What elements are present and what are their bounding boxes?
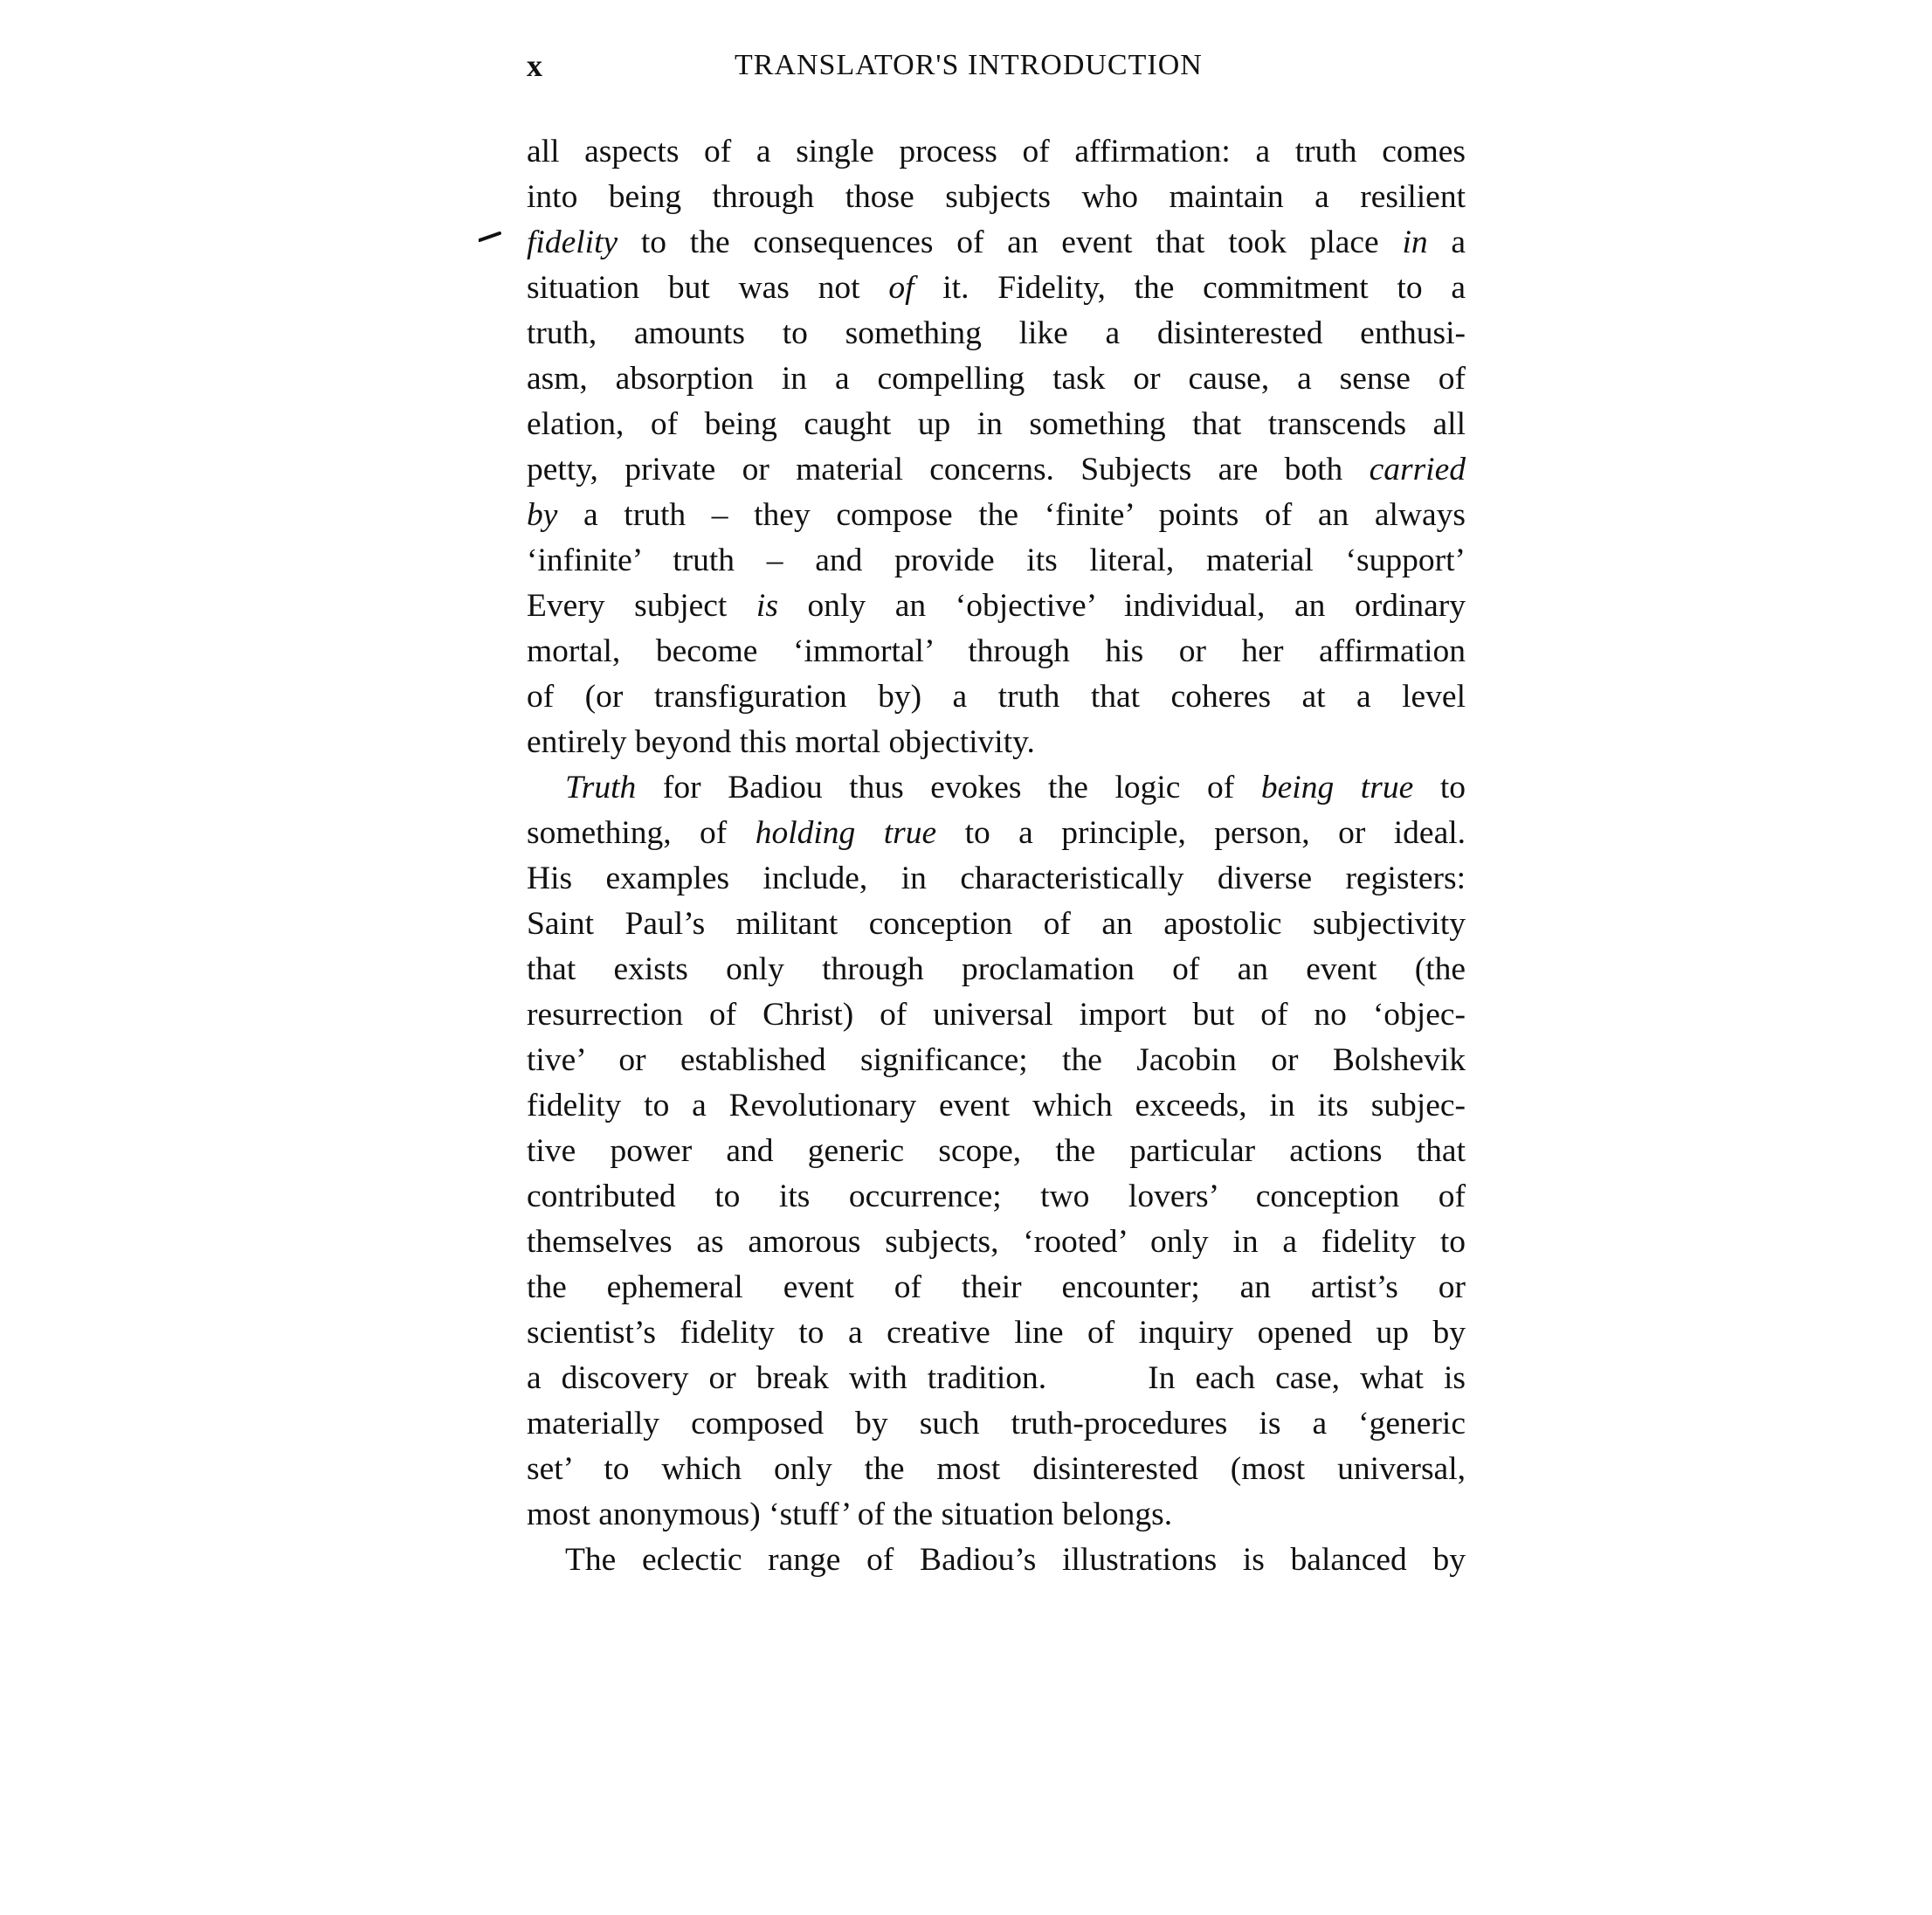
paragraph-2	[527, 765, 1466, 1538]
text-line	[527, 811, 1466, 856]
page-header	[527, 44, 1466, 87]
text-run: to a principle, person, or ideal.	[936, 815, 1466, 851]
italic-text: by	[527, 497, 558, 533]
text-run: ‘infinite’ truth – and provide its literal, material ‘support’	[527, 543, 1466, 578]
text-line	[527, 1174, 1466, 1220]
text-line	[527, 1447, 1466, 1492]
text-run: In each case, what is	[1148, 1360, 1466, 1396]
paragraph-3	[527, 1538, 1466, 1583]
text-run: that exists only through proclamation of an event (the	[527, 951, 1466, 987]
text-line	[527, 129, 1466, 175]
text-run: Every subject	[527, 588, 756, 624]
text-line	[527, 175, 1466, 220]
text-run: truth, amounts to something like a disinterested enthusi-	[527, 315, 1466, 351]
text-run: into being through those subjects who maintain a resilient	[527, 179, 1466, 215]
text-run: a discovery or break with tradition.	[527, 1360, 1047, 1396]
text-run: of (or transfiguration by) a truth that coheres at a level	[527, 679, 1466, 715]
text-line	[527, 720, 1466, 765]
text-line	[527, 220, 1466, 266]
italic-text: fidelity	[527, 225, 618, 260]
text-line	[527, 674, 1466, 720]
text-run: petty, private or material concerns. Subjects are both	[527, 452, 1370, 487]
text-run: The eclectic range of Badiou’s illustrations is balanced by	[565, 1542, 1466, 1578]
text-run: it. Fidelity, the commitment to a	[914, 270, 1466, 306]
text-line	[527, 584, 1466, 629]
text-line	[527, 1038, 1466, 1083]
text-line	[527, 1083, 1466, 1129]
text-line	[527, 629, 1466, 674]
text-run: only an ‘objective’ individual, an ordinary	[777, 588, 1466, 624]
text-line	[527, 992, 1466, 1038]
italic-text: of	[888, 270, 914, 306]
page-number: x	[527, 48, 542, 83]
text-line	[527, 266, 1466, 311]
text-line	[527, 356, 1466, 402]
italic-text: being true	[1260, 770, 1414, 805]
text-run: His examples include, in characteristically diverse registers:	[527, 861, 1466, 896]
text-run: the ephemeral event of their encounter; an artist’s or	[527, 1269, 1466, 1305]
margin-tick-mark	[479, 232, 501, 242]
text-line	[527, 765, 1466, 811]
text-line	[527, 947, 1466, 992]
italic-text: holding true	[755, 815, 937, 851]
text-line	[527, 902, 1466, 947]
text-run: contributed to its occurrence; two lovers’ conception of	[527, 1179, 1466, 1214]
paragraph-1	[527, 129, 1466, 765]
text-line	[527, 1129, 1466, 1174]
body-text	[527, 129, 1466, 1583]
text-run: scientist’s fidelity to a creative line of inquiry opened up by	[527, 1315, 1466, 1351]
text-run: a	[1427, 225, 1466, 260]
text-line	[527, 493, 1466, 538]
running-title: TRANSLATOR'S INTRODUCTION	[735, 49, 1203, 81]
text-run: to	[1413, 770, 1466, 805]
text-run: mortal, become ‘immortal’ through his or her affirmation	[527, 633, 1466, 669]
italic-text: Truth	[565, 770, 637, 805]
text-run: to the consequences of an event that took place	[618, 225, 1403, 260]
text-run: all aspects of a single process of affirmation: a truth comes	[527, 134, 1466, 169]
text-run: elation, of being caught up in something that transcends all	[527, 406, 1466, 442]
text-run: a truth – they compose the ‘finite’ points of an always	[557, 497, 1466, 533]
text-run: resurrection of Christ) of universal import but of no ‘objec-	[527, 997, 1466, 1033]
text-run: themselves as amorous subjects, ‘rooted’ only in a fidelity to	[527, 1224, 1466, 1260]
text-run: set’ to which only the most disinterested (most universal,	[527, 1451, 1466, 1487]
text-run: asm, absorption in a compelling task or cause, a sense of	[527, 361, 1466, 397]
text-line	[527, 447, 1466, 493]
text-run: tive power and generic scope, the particular actions that	[527, 1133, 1466, 1169]
text-line	[527, 311, 1466, 356]
text-run: Saint Paul’s militant conception of an apostolic subjectivity	[527, 906, 1466, 942]
text-line	[527, 1356, 1466, 1401]
text-run: something, of	[527, 815, 756, 851]
text-line	[527, 1310, 1466, 1356]
text-run: tive’ or established significance; the Jacobin or Bolshevik	[527, 1042, 1466, 1078]
italic-text: carried	[1369, 452, 1466, 487]
text-line	[527, 856, 1466, 902]
text-line	[527, 402, 1466, 447]
text-run: fidelity to a Revolutionary event which exceeds, in its subjec-	[527, 1088, 1466, 1123]
text-line	[527, 1265, 1466, 1310]
text-line	[527, 1401, 1466, 1447]
text-run: most anonymous) ‘stuff’ of the situation belongs.	[527, 1497, 1173, 1532]
text-run: for Badiou thus evokes the logic of	[636, 770, 1261, 805]
italic-text: in	[1402, 225, 1428, 260]
text-line	[527, 1220, 1466, 1265]
text-line	[527, 538, 1466, 584]
text-run: entirely beyond this mortal objectivity.	[527, 724, 1035, 760]
text-line	[527, 1492, 1466, 1538]
text-run: materially composed by such truth-procedures is a ‘generic	[527, 1406, 1466, 1441]
text-line	[527, 1538, 1466, 1583]
text-run: situation but was not	[527, 270, 889, 306]
italic-text: is	[756, 588, 778, 624]
